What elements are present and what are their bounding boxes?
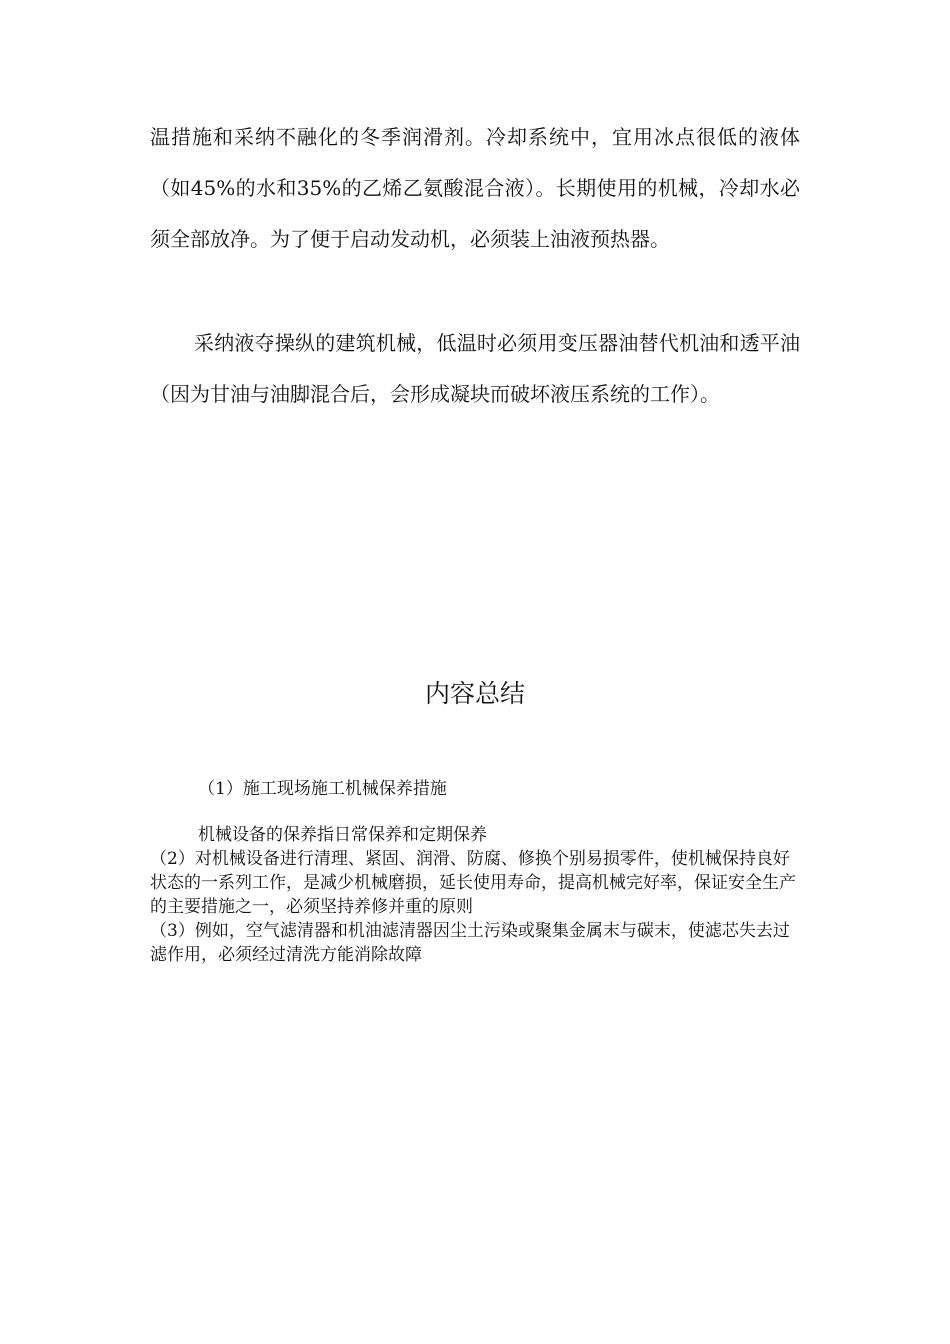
summary-heading: （1）施工现场施工机械保养措施 bbox=[198, 779, 447, 799]
summary-block bbox=[150, 823, 802, 967]
body-paragraph-2: 采纳液夺操纵的建筑机械，低温时必须用变压器油替代机油和透平油（因为甘油与油脚混合后，会形成凝块而破坏液压系统的工作）。 bbox=[150, 331, 800, 406]
summary-item-3: （3）例如，空气滤清器和机油滤清器因尘土污染或聚集金属末与碳末，使滤芯失去过滤作用，必须经过清洗方能消除故障 bbox=[150, 921, 790, 965]
summary-title: 内容总结 bbox=[424, 679, 525, 708]
body-paragraph-1: 温措施和采纳不融化的冬季润滑剂。冷却系统中，宜用冰点很低的液体（如45%的水和35%的乙烯乙氨酸混合液）。长期使用的机械，冷却水必须全部放净。为了便于启动发动机，必须装上油液预热器。 bbox=[150, 125, 800, 251]
summary-item-2: （2）对机械设备进行清理、紧固、润滑、防腐、修换个别易损零件，使机械保持良好状态的一系列工作，是减少机械磨损，延长使用寿命，提高机械完好率，保证安全生产的主要措施之一，必须坚持养修并重的原则 bbox=[150, 849, 796, 917]
summary-sub-line: 机械设备的保养指日常保养和定期保养 bbox=[198, 825, 487, 845]
